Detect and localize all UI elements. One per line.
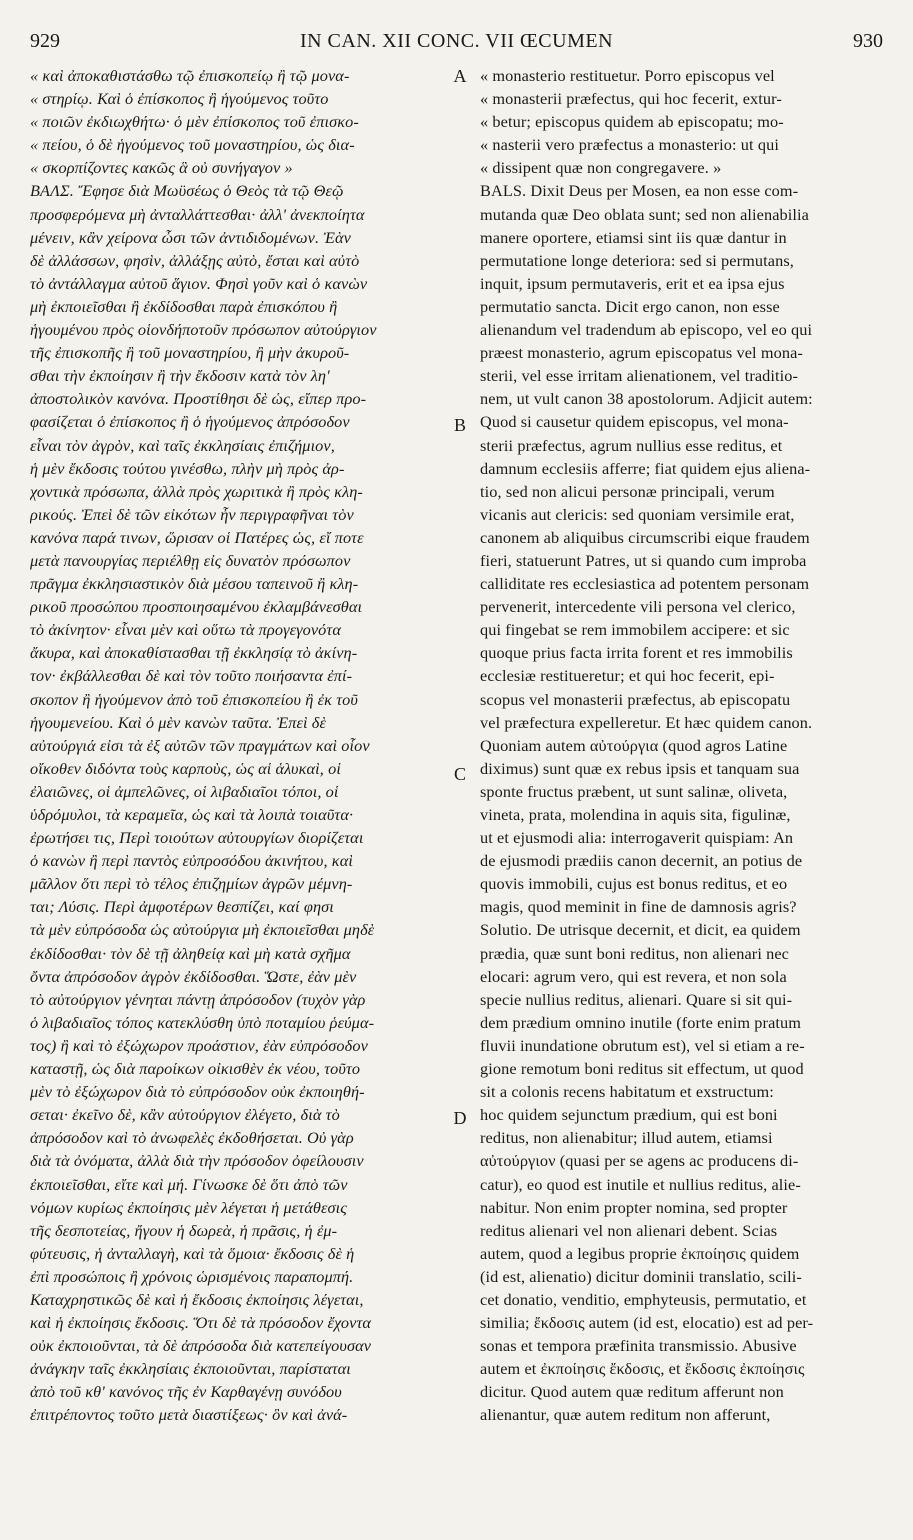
greek-text-line: τῆς δεσποτείας, ἤγουν ἡ δωρεὰ, ἡ πρᾶσις, ἡ ἐμ-: [30, 1220, 338, 1240]
latin-text-line: præest monasterio, agrum episcopatus vel mona-: [480, 343, 803, 363]
greek-text-line: μετὰ πανουργίας περιέλθῃ εἰς δυνατὸν πρόσωπον: [30, 550, 351, 570]
greek-text-line: « καὶ ἀποκαθιστάσθω τῷ ἐπισκοπείῳ ἢ τῷ μονα-: [30, 66, 350, 85]
greek-text-line: προσφερόμενα μὴ ἀνταλλάττεσθαι· ἀλλ' ἀνεκποίητα: [30, 204, 365, 224]
latin-text-line: alienantur, quæ autem reditum non afferunt,: [480, 1405, 771, 1425]
latin-text-line: gione remotum boni reditus sit effectum, ut quod: [480, 1059, 804, 1079]
greek-text-line: κανόνα παρά τινων, ὥρισαν οἱ Πατέρες ὡς, εἴ ποτε: [30, 527, 364, 547]
greek-text-line: τον· ἐκβάλλεσθαι δὲ καὶ τὸν τοῦτο ποιήσαντα ἐπί-: [30, 666, 353, 686]
latin-text-line: permutatio sancta. Dicit ergo canon, non esse: [480, 296, 780, 316]
greek-text-line: ἡγουμενείου. Καὶ ὁ μὲν κανὼν ταῦτα. Ἐπεὶ δὲ: [30, 712, 326, 732]
latin-text-line: damnum ecclesiis afferre; fiat quidem ejus aliena-: [480, 458, 811, 478]
greek-text-line: « ποιῶν ἐκδιωχθήτω· ὁ μὲν ἐπίσκοπος τοῦ ἐπισκο-: [30, 112, 359, 132]
latin-text-line: quovis immobili, cujus est bonus reditus, et eo: [480, 874, 788, 894]
latin-text-line: sonas et tempora præfinita transmissio. Abusive: [480, 1336, 797, 1356]
latin-text-line: cet donatio, venditio, emphyteusis, permutatio, et: [480, 1289, 807, 1309]
latin-text-line: dicitur. Quod autem quæ reditum afferunt non: [480, 1382, 784, 1402]
greek-text-line: ἀνάγκην ταῖς ἐκκλησίαις ἐκποιοῦνται, παρίσταται: [30, 1359, 351, 1379]
greek-text-line: ἡ μὲν ἔκδοσις τούτου γινέσθω, πλὴν μὴ πρὸς ἀρ-: [30, 458, 345, 478]
latin-text-line: « monasterio restituetur. Porro episcopus vel: [480, 66, 775, 85]
greek-text-line: « πείου, ὁ δὲ ἡγούμενος τοῦ μοναστηρίου, ὡς δια-: [30, 135, 355, 155]
greek-text-line: τὸ ἀντάλλαγμα αὐτοῦ ἅγιον. Φησὶ γοῦν καὶ ὁ κανὼν: [30, 273, 368, 293]
latin-text-line: Solutio. De utrisque decernit, et dicit, ea quidem: [480, 920, 801, 940]
greek-text-line: αὐτούργιά εἰσι τὰ ἐξ αὐτῶν τῶν πραγμάτων καὶ οἷον: [30, 735, 370, 755]
latin-text-line: diximus) sunt quæ ex rebus ipsis et tanquam sua: [480, 758, 800, 778]
greek-text-line: καὶ ἡ ἐκποίησις ἔκδοσις. Ὅτι δὲ τὰ πρόσοδον ἔχοντα: [30, 1313, 372, 1333]
latin-text-line: mutanda quæ Deo oblata sunt; sed non alienabilia: [480, 204, 809, 224]
greek-text-line: τὸ ἀκίνητον· εἶναι μὲν καὶ οὕτω τὰ προγεγονότα: [30, 620, 341, 640]
latin-text-line: canonem ab aliquibus circumscribi eique fraudem: [480, 527, 810, 547]
greek-text-line: ἐκδίδοσθαι· τὸν δὲ τῇ ἀληθείᾳ καὶ μὴ κατὰ σχῆμα: [30, 943, 351, 963]
greek-text-line: ἐκποιεῖσθαι, εἴτε καὶ μή. Γίνωσκε δὲ ὅτι ἀπὸ τῶν: [30, 1174, 348, 1194]
greek-text-line: νόμων κυρίως ἐκποίησις μὲν λέγεται ἡ μετάθεσις: [30, 1197, 347, 1217]
latin-text-line: « betur; episcopus quidem ab episcopatu; mo-: [480, 112, 784, 132]
latin-text-line: prædia, quæ sunt boni reditus, non alienari nec: [480, 943, 790, 963]
latin-text-line: permutatione longe deteriora: sed si permutans,: [480, 250, 794, 270]
greek-text-line: ἀπὸ τοῦ κθ' κανόνος τῆς ἐν Καρθαγένῃ συνόδου: [30, 1382, 342, 1402]
latin-text-line: reditus, non alienabitur; illud autem, etiamsi: [480, 1128, 773, 1148]
latin-text-line: « monasterii præfectus, qui hoc fecerit, extur-: [480, 89, 782, 109]
latin-text-line: ecclesiæ restitueretur; et qui hoc fecerit, epi-: [480, 666, 775, 686]
greek-text-line: τὸ αὐτούργιον γένηται πάντῃ ἀπρόσοδον (τυχὸν γὰρ: [30, 989, 366, 1009]
latin-text-line: « nasterii vero præfectus a monasterio: ut qui: [480, 135, 779, 155]
greek-text-line: τος) ἢ καὶ τὸ ἐξώχωρον προάστιον, ἐὰν εὐπρόσοδον: [30, 1035, 368, 1055]
greek-text-line: ρικοῦ προσώπου προσποιησαμένου ἐκλαμβάνεσθαι: [30, 597, 363, 617]
greek-text-line: σθαι τὴν ἐκποίησιν ἢ τὴν ἔκδοσιν κατὰ τὸν λη': [30, 366, 330, 386]
latin-text-line: manere oportere, etiamsi sint iis quæ dantur in: [480, 227, 787, 247]
greek-text-line: εἶναι τὸν ἀγρὸν, καὶ ταῖς ἐκκλησίαις ἐπιζήμιον,: [30, 435, 335, 455]
latin-text-line: sterii, vel esse irritam alienationem, vel traditio-: [480, 366, 799, 386]
latin-text-line: Quoniam autem αὐτούργια (quod agros Latine: [480, 735, 788, 755]
latin-text-line: magis, quod meminit in fine de damnosis agris?: [480, 897, 797, 917]
greek-text-line: ἄκυρα, καὶ ἀποκαθίστασθαι τῇ ἐκκλησίᾳ τὸ ἀκίνη-: [30, 643, 358, 663]
latin-text-line: ut et ejusmodi alia: interrogaverit quispiam: An: [480, 828, 794, 848]
latin-text-line: sterii præfectus, agrum nullius esse reditus, et: [480, 435, 783, 455]
latin-text-line: calliditate res ecclesiastica ad potentem personam: [480, 574, 810, 594]
greek-text-line: ἐλαιῶνες, οἱ ἀμπελῶνες, οἱ λιβαδιαῖοι τόποι, οἱ: [30, 781, 339, 801]
greek-text-line: τῆς ἐπισκοπῆς ἢ τοῦ μοναστηρίου, ἢ μὴν ἀκυροῦ-: [30, 343, 350, 363]
page-number-right: 930: [853, 30, 883, 52]
greek-text-line: μὴ ἐκποιεῖσθαι ἢ ἐκδίδοσθαι παρὰ ἐπισκόπου ἢ: [30, 296, 338, 316]
greek-text-line: ἀπρόσοδον καὶ τὸ ἀνωφελὲς ἐκδοθήσεται. Οὐ γὰρ: [30, 1128, 354, 1148]
latin-text-line: quoque prius facta irrita forent et res immobilis: [480, 643, 793, 663]
latin-text-line: vicanis aut clericis: sed quoniam versimile erat,: [480, 504, 795, 524]
greek-text-line: διὰ τὰ ὀνόματα, ἀλλὰ διὰ τὴν πρόσοδον ὀφείλουσιν: [30, 1151, 364, 1171]
latin-text-line: autem et ἐκποίησις ἔκδοσις, et ἔκδοσις ἐκποίησις: [480, 1359, 805, 1379]
greek-text-line: χοντικὰ πρόσωπα, ἀλλὰ πρὸς χωριτικὰ ἢ πρὸς κλη-: [30, 481, 363, 501]
latin-text-line: « dissipent quæ non congregavere. »: [480, 158, 722, 178]
greek-text-line: ὑδρόμυλοι, τὰ κεραμεῖα, ὡς καὶ τὰ λοιπὰ τοιαῦτα·: [30, 805, 354, 824]
greek-column: [30, 64, 448, 1427]
greek-text-line: φύτευσις, ἡ ἀνταλλαγὴ, καὶ τὰ ὅμοια· ἔκδοσις δὲ ἡ: [30, 1243, 355, 1263]
latin-text-line: fieri, statuerunt Patres, ut si quando cum improba: [480, 550, 807, 570]
latin-column: [480, 64, 875, 1427]
greek-text-line: μὲν τὸ ἐξώχωρον διὰ τὸ εὐπρόσοδον οὐκ ἐκποιηθή-: [30, 1082, 365, 1102]
latin-text-line: Quod si causetur quidem episcopus, vel mona-: [480, 412, 789, 432]
greek-text-line: ἐπιτρέποντος τοῦτο μετὰ διαστίξεως· ὃν καὶ ἀνά-: [30, 1405, 348, 1425]
latin-text-line: catur), eo quod est inutile et nullius reditus, alie-: [480, 1174, 801, 1194]
latin-text-line: vel præfectura expelleretur. Et hæc quidem canon.: [480, 712, 813, 732]
latin-text-line: BALS. Dixit Deus per Mosen, ea non esse com-: [480, 181, 799, 201]
latin-text-line: αὐτούργιον (quasi per se agens ac producens di-: [480, 1151, 799, 1171]
section-marker-c: C: [453, 764, 466, 784]
latin-text-line: pervenerit, intercedente vili persona vel clerico,: [480, 597, 796, 617]
latin-text-line: sit a colonis recens habitatum et exstructum:: [480, 1082, 774, 1102]
greek-text-line: ὁ κανὼν ἢ περὶ παντὸς εὐπροσόδου ἀκινήτου, καὶ: [30, 851, 353, 871]
latin-text-line: autem, quod a legibus proprie ἐκποίησις quidem: [480, 1243, 800, 1263]
section-marker-d: D: [453, 1108, 467, 1128]
latin-text-line: (id est, alienatio) dicitur dominii translatio, scili-: [480, 1266, 802, 1286]
greek-text-line: ρικούς. Ἐπεὶ δὲ τῶν εἰκότων ἦν περιγραφῆναι τὸν: [30, 504, 354, 524]
page-header: [30, 26, 883, 56]
greek-text-line: σκοπον ἢ ἡγούμενον ἀπὸ τοῦ ἐπισκοπείου ἢ ἐκ τοῦ: [30, 689, 358, 709]
greek-text-line: φασίζεται ὁ ἐπίσκοπος ἢ ὁ ἡγούμενος ἀπρόσοδον: [30, 412, 350, 432]
section-marker-b: B: [453, 415, 466, 435]
greek-text-line: ἐπὶ προσώποις ἢ χρόνοις ὡρισμένοις παραπομπή.: [30, 1266, 354, 1286]
greek-text-line: ἐρωτήσει τις, Περὶ τοιούτων αὐτουργίων διορίζεται: [30, 828, 364, 848]
latin-text-line: nabitur. Non enim propter nomina, sed propter: [480, 1197, 788, 1217]
latin-text-line: nem, ut vult canon 38 apostolorum. Adjicit autem:: [480, 389, 813, 409]
latin-text-line: tio, sed non alicui personæ principali, verum: [480, 481, 775, 501]
greek-text-line: δὲ ἀλλάσσων, φησὶν, ἀλλάξῃς αὐτὸ, ἔσται καὶ αὐτὸ: [30, 250, 360, 270]
latin-text-line: scopus vel monasterii præfectus, ab episcopatu: [480, 689, 791, 709]
greek-text-line: μᾶλλον ὅτι περὶ τὸ τέλος ἐπιζημίων ἀγρῶν μέμνη-: [30, 874, 353, 894]
latin-text-line: reditus alienari vel non alienari debent. Scias: [480, 1220, 778, 1240]
latin-text-line: elocari: agrum vero, qui est revera, et non sola: [480, 966, 787, 986]
latin-text-line: fluvii inundatione obrutum est), vel si etiam a re-: [480, 1035, 805, 1055]
greek-text-line: οὐκ ἐκποιοῦνται, τὰ δὲ ἀπρόσοδα διὰ κατεπείγουσαν: [30, 1336, 372, 1356]
greek-text-line: ὄντα ἀπρόσοδον ἀγρὸν ἐκδίδοσθαι. Ὥστε, ἐὰν μὲν: [30, 966, 357, 986]
greek-text-line: ὁ λιβαδιαῖος τόπος κατεκλύσθη ὑπὸ ποταμίου ῥεύμα-: [30, 1012, 375, 1032]
latin-text-line: sponte fructus præbent, ut sunt salinæ, oliveta,: [480, 781, 788, 801]
greek-text-line: σεται· ἐκεῖνο δὲ, κἂν αὐτούργιον ἐλέγετο, διὰ τὸ: [30, 1105, 340, 1125]
greek-text-line: μένειν, κἂν χείρονα ὦσι τῶν ἀντιδιδομένων. Ἐὰν: [30, 227, 351, 247]
greek-text-line: καταστῇ, ὡς διὰ παροίκων οἰκισθὲν ἐκ νέου, τοῦτο: [30, 1059, 361, 1079]
greek-text-line: τὰ μὲν εὐπρόσοδα ὡς αὐτούργια μὴ ἐκποιεῖσθαι μηδὲ: [30, 920, 375, 940]
greek-text-line: πρᾶγμα ἐκκλησιαστικὸν διὰ μέσου ταπεινοῦ ἢ κλη-: [30, 574, 359, 594]
greek-text-line: ΒΑΛΣ. Ἔφησε διὰ Μωϋσέως ὁ Θεὸς τὰ τῷ Θεῷ: [30, 181, 344, 201]
latin-text-line: similia; ἔκδοσις autem (id est, elocatio) est ad per-: [480, 1313, 814, 1333]
latin-text-line: alienandum vel tradendum ab episcopo, vel eo qui: [480, 320, 813, 340]
greek-text-line: ἡγουμένου πρὸς οἱονδήποτοῦν πρόσωπον αὐτούργιον: [30, 320, 377, 340]
greek-text-line: ἀποστολικὸν κανόνα. Προστίθησι δὲ ὡς, εἴπερ προ-: [30, 389, 367, 409]
latin-text-line: de ejusmodi prædiis canon decernit, an potius de: [480, 851, 803, 871]
latin-text-line: vineta, prata, molendina in aquis sita, figulinæ,: [480, 805, 791, 824]
running-title: IN CAN. XII CONC. VII ŒCUMEN: [299, 30, 614, 52]
greek-text-line: « σκορπίζοντες κακῶς ἃ οὐ συνήγαγον »: [30, 158, 293, 178]
greek-text-line: Καταχρηστικῶς δὲ καὶ ἡ ἔκδοσις ἐκποίησις λέγεται,: [30, 1289, 364, 1309]
greek-text-line: οἴκοθεν διδόντα τοὺς καρποὺς, ὡς αἱ ἁλυκαὶ, οἱ: [30, 758, 342, 778]
section-marker-a: A: [453, 66, 467, 86]
latin-text-line: hoc quidem sejunctum prædium, qui est boni: [480, 1105, 778, 1125]
latin-text-line: dem prædium omnino inutile (forte enim pratum: [480, 1012, 802, 1032]
page-number-left: 929: [30, 30, 60, 52]
latin-text-line: specie nullius reditus, alienari. Quare si sit qui-: [480, 989, 793, 1009]
latin-text-line: inquit, ipsum permutaveris, erit et ea ipsa ejus: [480, 273, 785, 293]
latin-text-line: qui fingebat se rem immobilem accipere: et sic: [480, 620, 790, 640]
greek-text-line: « στηρίῳ. Καὶ ὁ ἐπίσκοπος ἢ ἡγούμενος τοῦτο: [30, 89, 329, 109]
greek-text-line: ται; Λύσις. Περὶ ἀμφοτέρων θεσπίζει, καί φησι: [30, 897, 334, 917]
